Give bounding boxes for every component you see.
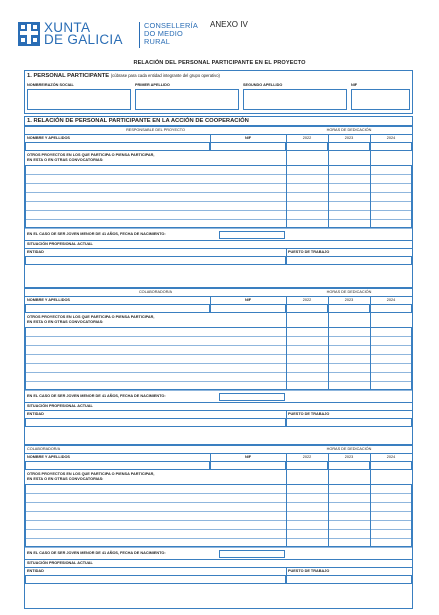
hours-2023-input[interactable]: [328, 142, 370, 151]
nif-input[interactable]: [210, 142, 286, 151]
segundo-apellido-input[interactable]: [243, 89, 347, 110]
row-line: [25, 410, 412, 411]
field-label-segundo-apellido: SEGUNDO APELLIDO: [243, 83, 283, 87]
hours-2024-input[interactable]: [370, 142, 412, 151]
situation-label: SITUACIÓN PROFESIONAL ACTUAL: [27, 242, 93, 246]
row-line: [25, 453, 412, 454]
situation-label: SITUACIÓN PROFESIONAL ACTUAL: [27, 404, 93, 408]
year-label: 2024: [386, 298, 396, 302]
document-title: RELACIÓN DEL PERSONAL PARTICIPANTE EN EL PROYECTO: [133, 60, 306, 66]
block-role-title: COLABORADOR/A: [27, 447, 61, 451]
nif-label: NIF: [244, 136, 252, 140]
job-label: PUESTO DE TRABAJO: [288, 250, 330, 254]
name-label: NOMBRE Y APELLIDOS: [27, 455, 70, 459]
young-birthdate-label: EN EL CASO DE SER JOVEN MENOR DE 41 AÑOS, FECHA DE NACIMIENTO:: [27, 551, 166, 555]
field-label-primer-apellido: PRIMER APELLIDO: [135, 83, 170, 87]
entity-input[interactable]: [25, 418, 286, 427]
project-row-line: [25, 228, 412, 229]
row-line: [25, 248, 412, 249]
other-projects-area[interactable]: [25, 327, 412, 390]
other-projects-label: EN ESTA O EN OTRAS CONVOCATORIAS:: [27, 158, 104, 162]
primer-apellido-input[interactable]: [135, 89, 239, 110]
hours-header: HORAS DE DEDICACIÓN: [326, 447, 372, 451]
job-input[interactable]: [286, 575, 412, 584]
block-divider: [25, 444, 412, 446]
field-label-razon-social: NOMBRE/RAZÓN SOCIAL: [27, 83, 74, 87]
field-label-nif: NIF: [351, 83, 358, 87]
hours-2023-input[interactable]: [328, 304, 370, 313]
name-input[interactable]: [25, 461, 210, 470]
row-line: [25, 296, 412, 297]
block-role-title: RESPONSABLE DEL PROYECTO: [126, 128, 185, 132]
entity-input[interactable]: [25, 575, 286, 584]
hours-2022-input[interactable]: [286, 142, 328, 151]
row-line: [25, 240, 412, 241]
situation-label: SITUACIÓN PROFESIONAL ACTUAL: [27, 561, 93, 565]
section1-heading: 1. PERSONAL PARTICIPANTE (cúbrase para cada entidad integrante del grupo operativo): [27, 73, 220, 79]
nif-input[interactable]: [351, 89, 410, 110]
other-projects-area[interactable]: [25, 165, 412, 228]
hours-2024-input[interactable]: [370, 304, 412, 313]
year-label: 2024: [386, 136, 396, 140]
year-label: 2023: [344, 298, 354, 302]
job-input[interactable]: [286, 256, 412, 265]
year-label: 2024: [386, 455, 396, 459]
entity-label: ENTIDAD: [27, 412, 44, 416]
job-label: PUESTO DE TRABAJO: [288, 569, 330, 573]
block-divider: [25, 125, 412, 127]
row-line: [25, 559, 412, 560]
row-line: [25, 567, 412, 568]
xunta-cross-logo-icon: [18, 22, 40, 46]
xunta-wordmark: [44, 22, 123, 46]
name-label: NOMBRE Y APELLIDOS: [27, 136, 70, 140]
entity-label: ENTIDAD: [27, 250, 44, 254]
year-label: 2022: [302, 455, 312, 459]
year-label: 2023: [344, 455, 354, 459]
page-header: [18, 18, 428, 58]
conselleria-name: CONSELLERÍA DO MEDIO RURAL: [144, 21, 198, 47]
job-label: PUESTO DE TRABAJO: [288, 412, 330, 416]
nif-col-line: [210, 134, 211, 151]
other-projects-label: OTROS PROYECTOS EN LOS QUE PARTICIPA O PIENSA PARTICIPAR,: [27, 315, 155, 319]
hours-header: HORAS DE DEDICACIÓN: [326, 128, 372, 132]
brand-line-2: DE GALICIA: [44, 32, 123, 47]
name-input[interactable]: [25, 304, 210, 313]
hours-2023-input[interactable]: [328, 461, 370, 470]
nif-label: NIF: [244, 455, 252, 459]
hours-2024-input[interactable]: [370, 461, 412, 470]
row-line: [25, 134, 412, 135]
birthdate-input[interactable]: [219, 231, 285, 239]
razon-social-input[interactable]: [27, 89, 131, 110]
other-projects-label: OTROS PROYECTOS EN LOS QUE PARTICIPA O PIENSA PARTICIPAR,: [27, 153, 155, 157]
hours-2022-input[interactable]: [286, 304, 328, 313]
other-projects-area[interactable]: [25, 484, 412, 547]
nif-col-line: [210, 453, 211, 470]
job-input[interactable]: [286, 418, 412, 427]
block-role-title: COLABORADOR/A: [138, 290, 173, 294]
annex-label: ANEXO IV: [210, 20, 248, 29]
section-personal-participante: [24, 70, 413, 114]
section2-heading: 1. RELACIÓN DE PERSONAL PARTICIPANTE EN LA ACCIÓN DE COOPERACIÓN: [27, 118, 249, 124]
name-input[interactable]: [25, 142, 210, 151]
other-projects-label: EN ESTA O EN OTRAS CONVOCATORIAS:: [27, 477, 104, 481]
hours-header: HORAS DE DEDICACIÓN: [326, 290, 372, 294]
hours-2022-input[interactable]: [286, 461, 328, 470]
logo-divider: [139, 22, 140, 48]
year-label: 2023: [344, 136, 354, 140]
row-line: [25, 402, 412, 403]
other-projects-label: OTROS PROYECTOS EN LOS QUE PARTICIPA O PIENSA PARTICIPAR,: [27, 472, 155, 476]
nif-col-line: [210, 296, 211, 313]
entity-label: ENTIDAD: [27, 569, 44, 573]
block-divider: [25, 287, 412, 289]
brand-line-1: XUNTA: [44, 20, 91, 35]
year-label: 2022: [302, 136, 312, 140]
entity-input[interactable]: [25, 256, 286, 265]
young-birthdate-label: EN EL CASO DE SER JOVEN MENOR DE 41 AÑOS, FECHA DE NACIMIENTO:: [27, 232, 166, 236]
birthdate-input[interactable]: [219, 393, 285, 401]
year-label: 2022: [302, 298, 312, 302]
nif-label: NIF: [244, 298, 252, 302]
nif-input[interactable]: [210, 304, 286, 313]
birthdate-input[interactable]: [219, 550, 285, 558]
nif-input[interactable]: [210, 461, 286, 470]
young-birthdate-label: EN EL CASO DE SER JOVEN MENOR DE 41 AÑOS, FECHA DE NACIMIENTO:: [27, 394, 166, 398]
other-projects-label: EN ESTA O EN OTRAS CONVOCATORIAS:: [27, 320, 104, 324]
project-row-line: [25, 547, 412, 548]
project-row-line: [25, 390, 412, 391]
name-label: NOMBRE Y APELLIDOS: [27, 298, 70, 302]
